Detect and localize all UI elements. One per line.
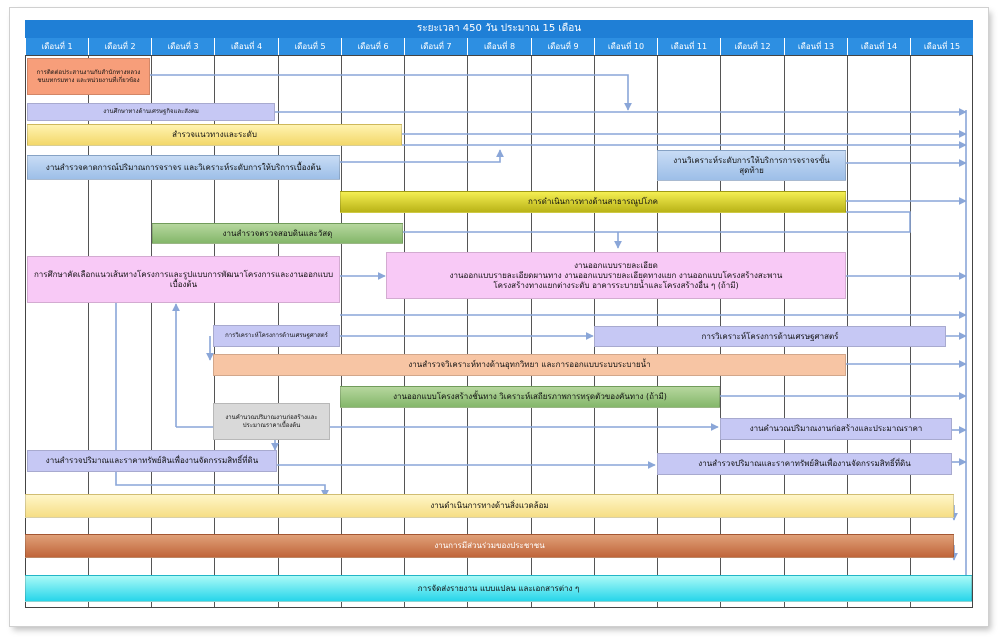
task-public-participation: งานการมีส่วนร่วมของประชาชน — [25, 534, 954, 558]
timeline-header: ระยะเวลา 450 วัน ประมาณ 15 เดือน — [25, 20, 973, 38]
arrow-line — [340, 150, 500, 162]
task-cost-estimate: งานคำนวณปริมาณงานก่อสร้างและประมาณราคา — [720, 418, 952, 440]
month-label: เดือนที่ 13 — [784, 38, 847, 55]
task-cost-prelim: งานคำนวณปริมาณงานก่อสร้างและประมาณราคาเบื้องต้น — [213, 403, 330, 440]
month-label: เดือนที่ 3 — [151, 38, 214, 55]
task-public-utilities: การดำเนินการทางด้านสาธารณูปโภค — [340, 191, 846, 213]
month-label: เดือนที่ 14 — [847, 38, 910, 55]
task-econ-analysis: การวิเคราะห์โครงการด้านเศรษฐศาสตร์ — [594, 326, 946, 347]
task-detailed-design — [386, 252, 846, 299]
month-label: เดือนที่ 5 — [278, 38, 341, 55]
month-label: เดือนที่ 7 — [404, 38, 467, 55]
task-land-survey-prelim: งานสำรวจปริมาณและราคาทรัพย์สินเพื่องานจัดกรรมสิทธิ์ที่ดิน — [27, 450, 277, 472]
month-label: เดือนที่ 12 — [720, 38, 784, 55]
month-label: เดือนที่ 1 — [25, 38, 88, 55]
month-label: เดือนที่ 10 — [594, 38, 657, 55]
month-label: เดือนที่ 9 — [531, 38, 594, 55]
task-soil-survey: งานสำรวจตรวจสอบดินและวัสดุ — [152, 223, 403, 244]
task-land-survey: งานสำรวจปริมาณและราคาทรัพย์สินเพื่องานจัดกรรมสิทธิ์ที่ดิน — [657, 453, 952, 475]
task-environment: งานดำเนินการทางด้านสิ่งแวดล้อม — [25, 494, 954, 518]
month-label: เดือนที่ 6 — [341, 38, 404, 55]
task-alignment-study: การศึกษาคัดเลือกแนวเส้นทางโครงการและรูปแบบการพัฒนาโครงการและงานออกแบบเบื้องต้น — [27, 256, 340, 303]
task-reports-submission: การจัดส่งรายงาน แบบแปลน และเอกสารต่าง ๆ — [25, 575, 972, 602]
task-traffic-survey: งานสำรวจคาดการณ์ปริมาณการจราจร และวิเคราะห์ระดับการให้บริการเบื้องต้น — [27, 155, 340, 180]
task-hydrology: งานสำรวจวิเคราะห์ทางด้านอุทกวิทยา และการออกแบบระบบระบายน้ำ — [213, 354, 846, 376]
task-traffic-final-analysis: งานวิเคราะห์ระดับการให้บริการการจราจรขั้นสุดท้าย — [657, 150, 846, 181]
task-pavement-design: งานออกแบบโครงสร้างชั้นทาง วิเคราะห์เสถียรภาพการทรุดตัวของคันทาง (ถ้ามี) — [340, 386, 720, 408]
month-label: เดือนที่ 11 — [657, 38, 720, 55]
month-label: เดือนที่ 8 — [467, 38, 531, 55]
task-route-survey: สำรวจแนวทางและระดับ — [27, 124, 402, 146]
detailed-design-line-1: งานออกแบบรายละเอียด — [574, 260, 658, 270]
task-econ-analysis-prelim: การวิเคราะห์โครงการด้านเศรษฐศาสตร์ — [213, 325, 340, 347]
detailed-design-line-3: โครงสร้างทางแยกต่างระดับ อาคารระบายน้ำและโครงสร้างอื่น ๆ (ถ้ามี) — [493, 280, 739, 290]
month-label: เดือนที่ 2 — [88, 38, 151, 55]
task-coordination: การติดต่อประสานงานกับสำนักทางหลวงชนบทกรมทาง และหน่วยงานที่เกี่ยวข้อง — [27, 58, 150, 95]
detailed-design-line-2: งานออกแบบรายละเอียดผานทาง งานออกแบบรายละเอียดทางแยก งานออกแบบโครงสร้างสะพาน — [449, 270, 783, 280]
month-label: เดือนที่ 4 — [214, 38, 278, 55]
arrow-line — [403, 212, 910, 232]
task-economic-social-study: งานศึกษาทางด้านเศรษฐกิจและสังคม — [27, 103, 275, 121]
month-label: เดือนที่ 15 — [910, 38, 973, 55]
